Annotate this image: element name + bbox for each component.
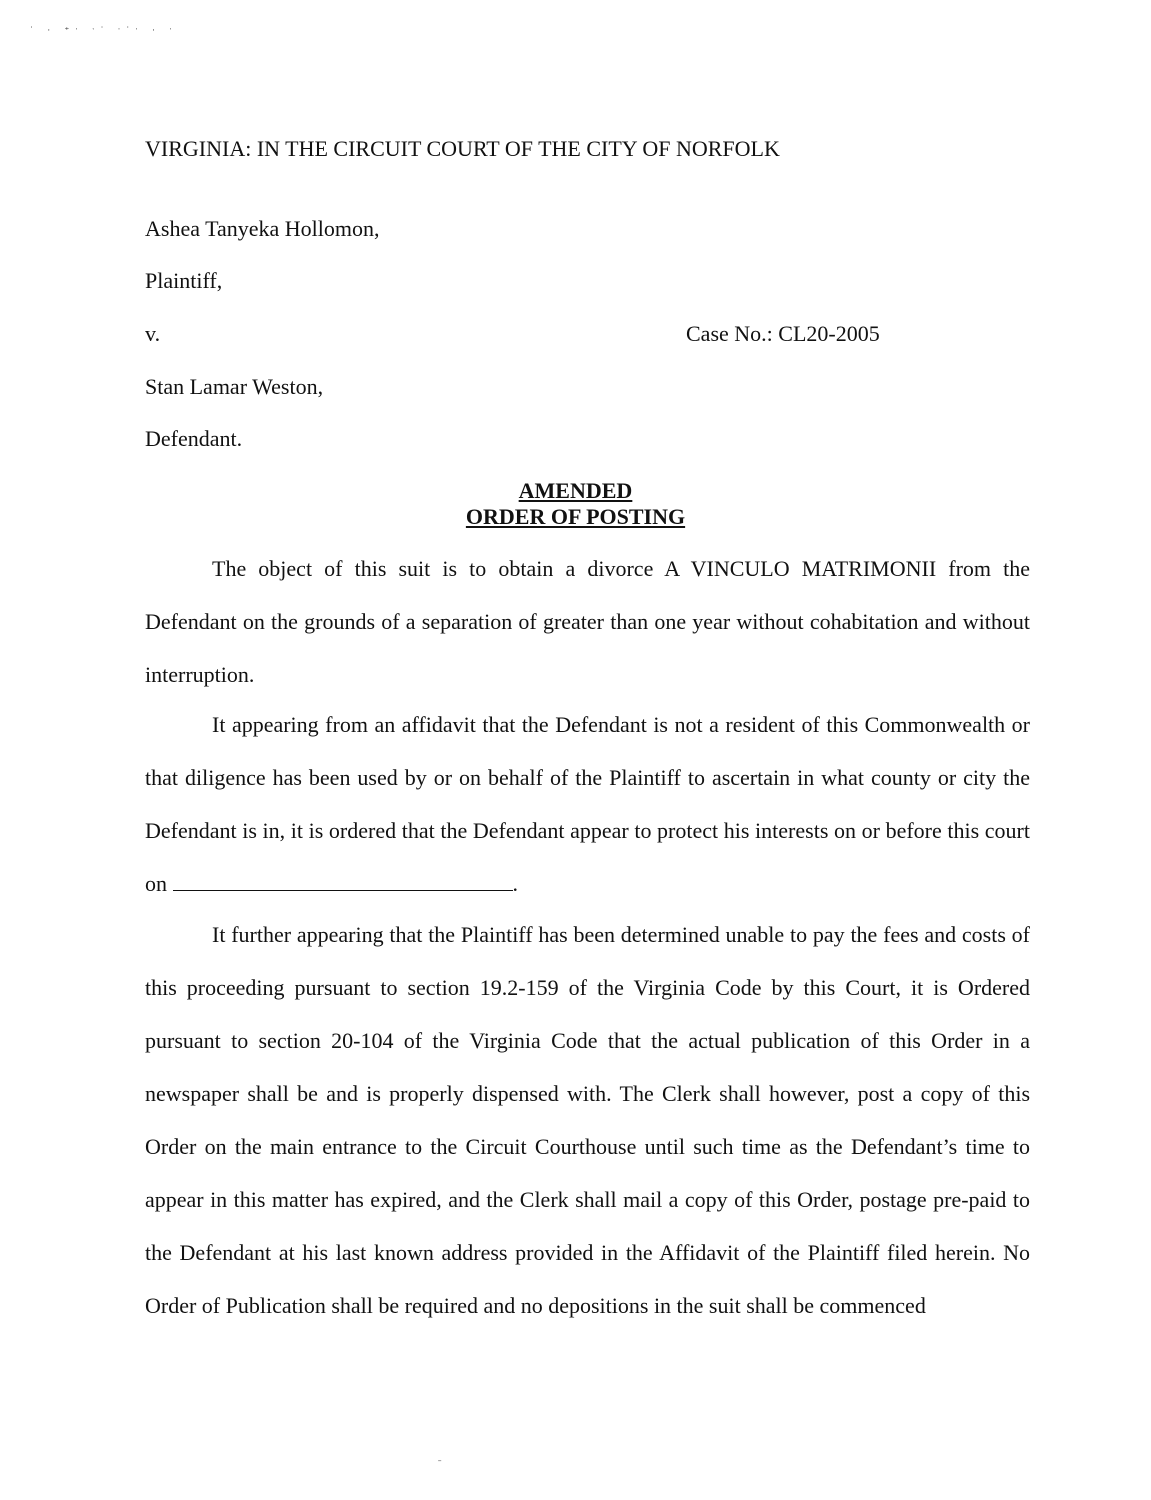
scan-artifacts: ˙ · ⁺ˑ ˑ˙ ˑ˙ˑ · ˑ: [30, 25, 178, 35]
defendant-name: Stan Lamar Weston,: [145, 374, 324, 399]
court-heading: VIRGINIA: IN THE CIRCUIT COURT OF THE CITY OF NORFOLK: [145, 136, 780, 161]
paragraph-fees-and-posting: It further appearing that the Plaintiff has been determined unable to pay the fees and costs of this proceeding pursuant to section 19.2-159 of the Virginia Code by this Court, it is Ordered pursuant to section 20-104 of the Virginia Code that the actual publication of this Order in a newspaper shall be and is properly dispensed with. The Clerk shall however, post a copy of this Order on the main entrance to the Circuit Courthouse until such time as the Defendant’s time to appear in this matter has expired, and the Clerk shall mail a copy of this Order, postage pre-paid to the Defendant at his last known address provided in the Affidavit of the Plaintiff filed herein. No Order of Publication shall be required and no depositions in the suit shall be commenced: [145, 922, 1030, 1318]
paragraph-affidavit: [145, 698, 1030, 910]
scan-mark: ˉ: [438, 1459, 442, 1470]
title-amended: AMENDED: [518, 478, 633, 503]
paragraph-object-of-suit: The object of this suit is to obtain a divorce A VINCULO MATRIMONII from the Defendant on the grounds of a separation of greater than one year without cohabitation and without interruption.: [145, 556, 1030, 687]
defendant-role: Defendant.: [145, 426, 243, 451]
plaintiff-role: Plaintiff,: [145, 268, 223, 293]
plaintiff-name: Ashea Tanyeka Hollomon,: [145, 216, 380, 241]
paragraph-affidavit-text: It appearing from an affidavit that the Defendant is not a resident of this Commonwealth or that diligence has been used by or on behalf of the Plaintiff to ascertain in what county or city the Defendant is in, it is ordered that the Defendant appear to protect his interests on or before this court on: [145, 712, 1030, 896]
versus-label: v.: [145, 321, 161, 346]
title-order-of-posting: ORDER OF POSTING: [465, 504, 686, 529]
case-number: Case No.: CL20-2005: [686, 321, 880, 346]
paragraph-affidavit-period: .: [512, 871, 518, 896]
appearance-date-blank: [173, 872, 513, 891]
